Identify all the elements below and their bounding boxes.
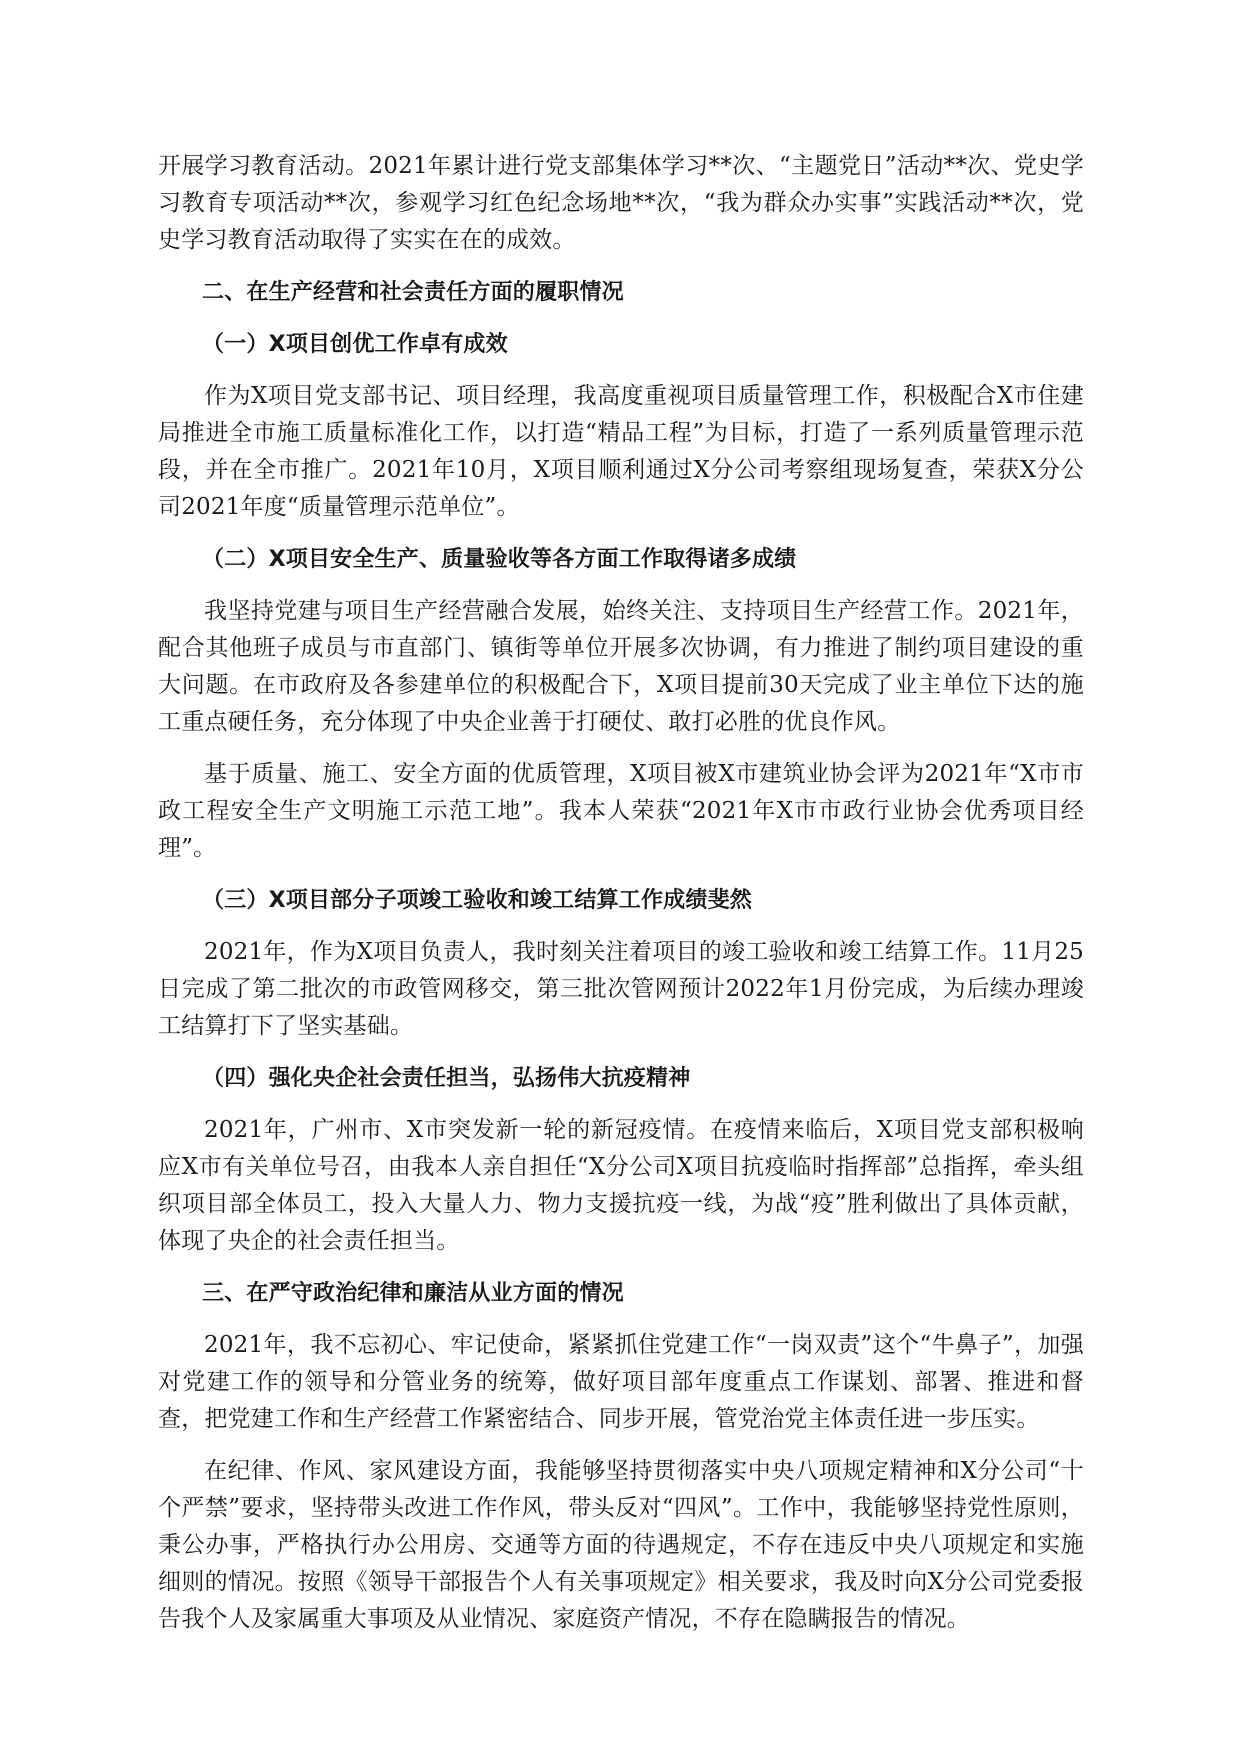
paragraph-study-activities: 开展学习教育活动。2021年累计进行党支部集体学习**次、“主题党日”活动**次、党史学习教育专项活动**次，参观学习红色纪念场地**次，“我为群众办实事”实践活动**次，党史学习教育活动取得了实实在在的成效。 bbox=[158, 153, 1084, 253]
subsection-heading-2: （二）X项目安全生产、质量验收等各方面工作取得诸多成绩 bbox=[202, 547, 797, 572]
document-body bbox=[158, 148, 1084, 1653]
paragraph-completion-acceptance: 2021年，作为X项目负责人，我时刻关注着项目的竣工验收和竣工结算工作。11月25日完成了第二批次的市政管网移交，第三批次管网预计2022年1月份完成，为后续办理竣工结算打下了坚实基础。 bbox=[158, 939, 1084, 1039]
paragraph-party-building: 2021年，我不忘初心、牢记使命，紧紧抓住党建工作“一岗双责”这个“牛鼻子”，加强对党建工作的领导和分管业务的统筹，做好项目部年度重点工作谋划、部署、推进和督查，把党建工作和生产经营工作紧密结合、同步开展，管党治党主体责任进一步压实。 bbox=[158, 1332, 1084, 1432]
paragraph-epidemic-response: 2021年，广州市、X市突发新一轮的新冠疫情。在疫情来临后，X项目党支部积极响应X市有关单位号召，由我本人亲自担任“X分公司X项目抗疫临时指挥部”总指挥，牵头组织项目部全体员工，投入大量人力、物力支援抗疫一线，为战“疫”胜利做出了具体贡献，体现了央企的社会责任担当。 bbox=[158, 1117, 1084, 1254]
paragraph-production-operation: 我坚持党建与项目生产经营融合发展，始终关注、支持项目生产经营工作。2021年，配合其他班子成员与市直部门、镇街等单位开展多次协调，有力推进了制约项目建设的重大问题。在市政府及各参建单位的积极配合下，X项目提前30天完成了业主单位下达的施工重点硬任务，充分体现了中央企业善于打硬仗、敢打必胜的优良作风。 bbox=[158, 598, 1084, 735]
paragraph-awards: 基于质量、施工、安全方面的优质管理，X项目被X市建筑业协会评为2021年“X市市政工程安全生产文明施工示范工地”。我本人荣获“2021年X市市政行业协会优秀项目经理”。 bbox=[158, 761, 1084, 861]
subsection-heading-4: （四）强化央企社会责任担当，弘扬伟大抗疫精神 bbox=[202, 1066, 691, 1091]
section-heading-2: 二、在生产经营和社会责任方面的履职情况 bbox=[202, 280, 624, 305]
subsection-heading-1: （一）X项目创优工作卓有成效 bbox=[202, 332, 508, 357]
subsection-heading-3: （三）X项目部分子项竣工验收和竣工结算工作成绩斐然 bbox=[202, 888, 752, 913]
paragraph-quality-management: 作为X项目党支部书记、项目经理，我高度重视项目质量管理工作，积极配合X市住建局推进全市施工质量标准化工作，以打造“精品工程”为目标，打造了一系列质量管理示范段，并在全市推广。2021年10月，X项目顺利通过X分公司考察组现场复查，荣获X分公司2021年度“质量管理示范单位”。 bbox=[158, 383, 1084, 520]
section-heading-3: 三、在严守政治纪律和廉洁从业方面的情况 bbox=[202, 1281, 624, 1306]
paragraph-discipline: 在纪律、作风、家风建设方面，我能够坚持贯彻落实中央八项规定精神和X分公司“十个严禁”要求，坚持带头改进工作作风，带头反对“四风”。工作中，我能够坚持党性原则，秉公办事，严格执行办公用房、交通等方面的待遇规定，不存在违反中央八项规定和实施细则的情况。按照《领导干部报告个人有关事项规定》相关要求，我及时向X分公司党委报告我个人及家属重大事项及从业情况、家庭资产情况，不存在隐瞒报告的情况。 bbox=[158, 1458, 1084, 1632]
